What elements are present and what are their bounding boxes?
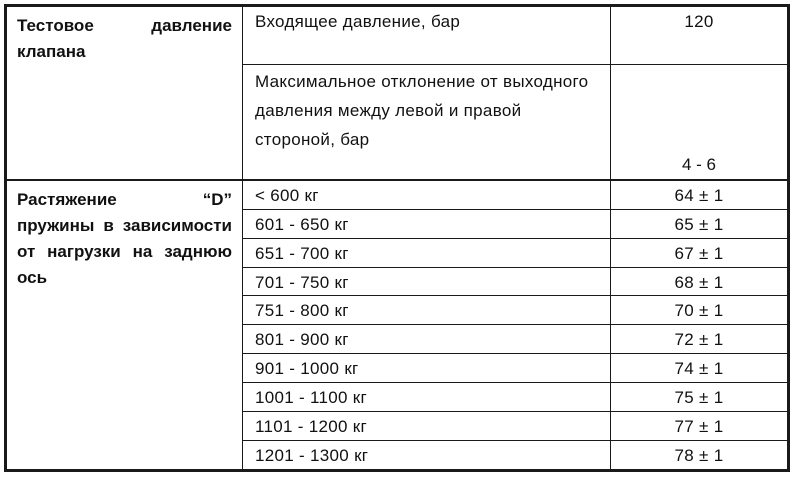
- stretch-value: 77 ± 1: [611, 412, 788, 441]
- stretch-value: 74 ± 1: [611, 354, 788, 383]
- stretch-value: 64 ± 1: [611, 180, 788, 209]
- load-range: 601 - 650 кг: [243, 209, 611, 238]
- table-row: [7, 7, 788, 65]
- section-label-spring-stretch: Растяжение “D” пружины в зависимости от нагрузки на заднюю ось: [7, 180, 243, 470]
- value-inlet-pressure: 120: [611, 7, 788, 65]
- stretch-value: 67 ± 1: [611, 238, 788, 267]
- load-range: 651 - 700 кг: [243, 238, 611, 267]
- table-row: [7, 180, 788, 209]
- load-range: 701 - 750 кг: [243, 267, 611, 296]
- load-range: 1201 - 1300 кг: [243, 440, 611, 469]
- load-range: 1001 - 1100 кг: [243, 383, 611, 412]
- load-range: 901 - 1000 кг: [243, 354, 611, 383]
- value-max-deviation: 4 - 6: [611, 64, 788, 180]
- load-range: 801 - 900 кг: [243, 325, 611, 354]
- stretch-value: 75 ± 1: [611, 383, 788, 412]
- stretch-value: 78 ± 1: [611, 440, 788, 469]
- load-range: 1101 - 1200 кг: [243, 412, 611, 441]
- stretch-value: 65 ± 1: [611, 209, 788, 238]
- param-inlet-pressure: Входящее давление, бар: [243, 7, 611, 65]
- stretch-value: 68 ± 1: [611, 267, 788, 296]
- load-range: 751 - 800 кг: [243, 296, 611, 325]
- load-range: < 600 кг: [243, 180, 611, 209]
- param-max-deviation: Максимальное отклонение от выходного давления между левой и правой стороной, бар: [243, 64, 611, 180]
- section-label-test-pressure: Тестовое давление клапана: [7, 7, 243, 180]
- spec-table-document: [4, 4, 790, 472]
- stretch-value: 70 ± 1: [611, 296, 788, 325]
- spec-table: [6, 6, 788, 470]
- stretch-value: 72 ± 1: [611, 325, 788, 354]
